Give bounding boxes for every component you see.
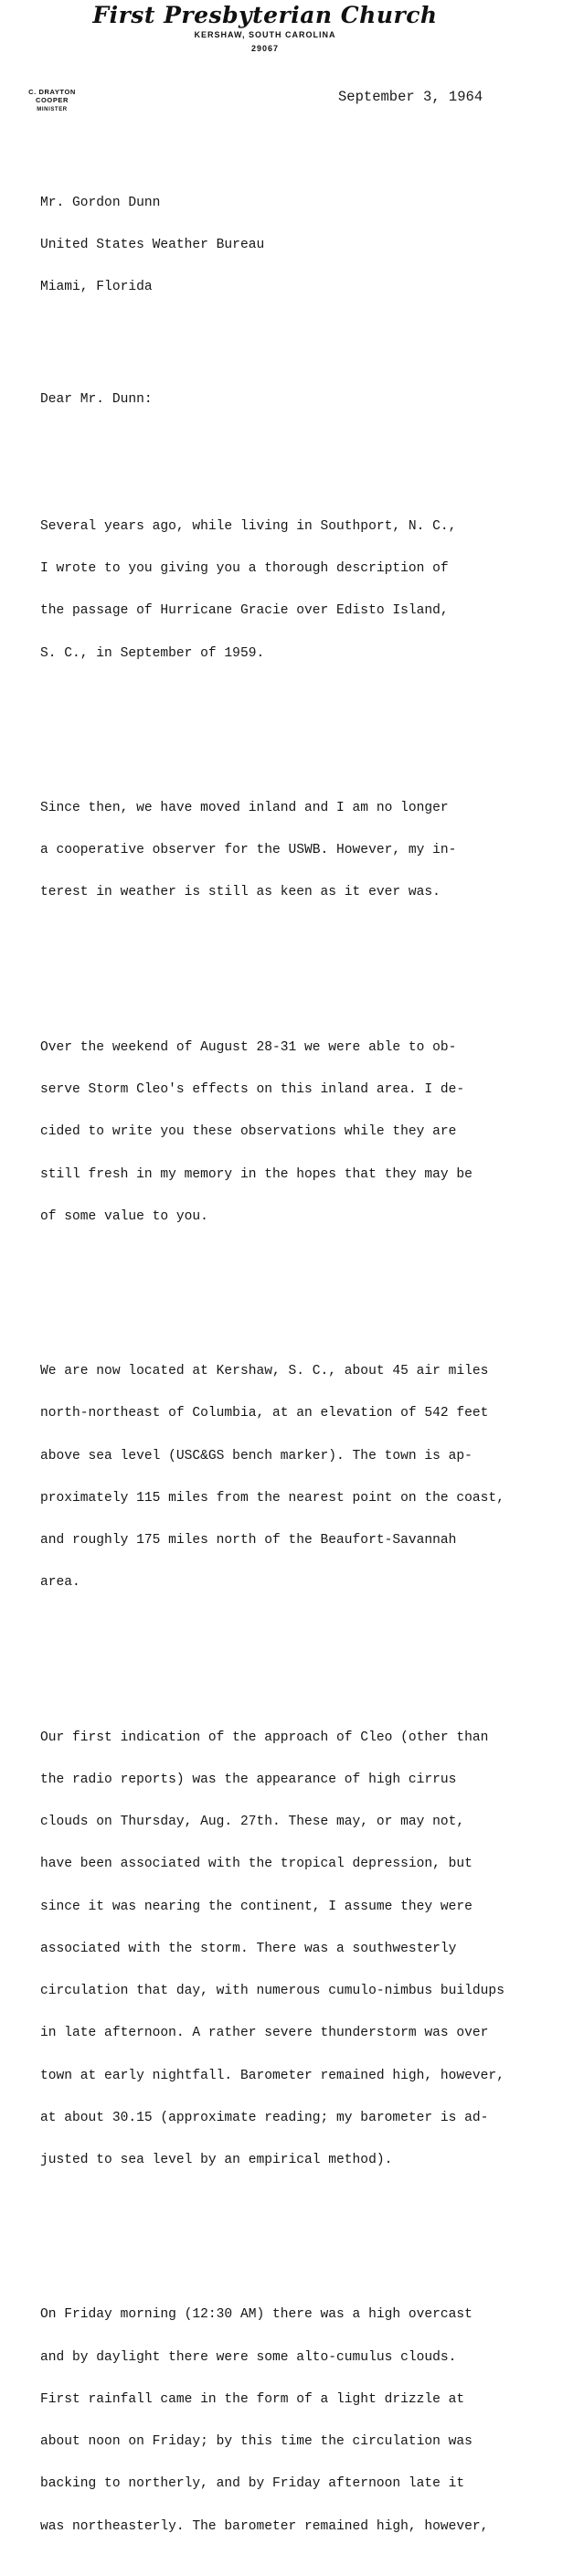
text-line: about noon on Friday; by this time the circulation was bbox=[40, 2434, 473, 2450]
church-zip: 29067 bbox=[250, 44, 280, 53]
paragraph bbox=[40, 1013, 579, 1252]
text-line: area. bbox=[40, 1575, 80, 1591]
minister-block bbox=[11, 88, 93, 112]
text-line: justed to sea level by an empirical method). bbox=[40, 2153, 393, 2167]
paragraph bbox=[40, 1336, 579, 1618]
letterhead bbox=[0, 2, 530, 53]
text-line: of some value to you. bbox=[40, 1208, 208, 1224]
text-line: We are now located at Kershaw, S. C., about 45 air miles bbox=[40, 1364, 489, 1379]
church-city: KERSHAW, SOUTH CAROLINA bbox=[194, 30, 336, 39]
paragraph bbox=[40, 492, 579, 689]
paragraph bbox=[40, 1703, 579, 2196]
text-line: and roughly 175 miles north of the Beaufort-Savannah bbox=[40, 1533, 457, 1549]
text-line: was northeasterly. The barometer remained high, however, bbox=[40, 2518, 489, 2534]
salutation: Dear Mr. Dunn: bbox=[40, 392, 153, 408]
text-line: the passage of Hurricane Gracie over Edisto Island, bbox=[40, 603, 449, 619]
text-line: First rainfall came in the form of a light drizzle at bbox=[40, 2391, 465, 2407]
text-line: the radio reports) was the appearance of high cirrus bbox=[40, 1772, 457, 1788]
text-line: have been associated with the tropical depression, but bbox=[40, 1857, 473, 1872]
text-line: On Friday morning (12:30 AM) there was a high overcast bbox=[40, 2307, 473, 2323]
address-line: United States Weather Bureau bbox=[40, 237, 265, 252]
text-line: S. C., in September of 1959. bbox=[40, 645, 265, 661]
text-line: associated with the storm. There was a southwesterly bbox=[40, 1941, 457, 1956]
text-line: above sea level (USC&GS bench marker). The town is ap- bbox=[40, 1448, 473, 1464]
text-line: a cooperative observer for the USWB. However, my in- bbox=[40, 843, 457, 858]
text-line: Over the weekend of August 28-31 we were able to ob- bbox=[40, 1039, 457, 1055]
text-line: clouds on Thursday, Aug. 27th. These may, or may not, bbox=[40, 1815, 465, 1830]
text-line: cided to write you these observations while they are bbox=[40, 1124, 457, 1140]
letter-body bbox=[40, 140, 579, 2576]
letter-date: September 3, 1964 bbox=[338, 89, 483, 105]
text-line: proximately 115 miles from the nearest point on the coast, bbox=[40, 1490, 504, 1506]
text-line: Our first indication of the approach of Cleo (other than bbox=[40, 1730, 489, 1745]
paragraph bbox=[40, 2281, 579, 2562]
recipient-address bbox=[40, 168, 579, 323]
minister-name: C. DRAYTON COOPER bbox=[28, 88, 76, 104]
minister-title: MINISTER bbox=[37, 107, 68, 112]
paragraph bbox=[40, 773, 579, 928]
text-line: in late afternoon. A rather severe thunderstorm was over bbox=[40, 2026, 489, 2041]
text-line: still fresh in my memory in the hopes that they may be bbox=[40, 1166, 473, 1182]
text-line: terest in weather is still as keen as it ever was. bbox=[40, 885, 441, 900]
text-line: north-northeast of Columbia, at an elevation of 542 feet bbox=[40, 1406, 489, 1421]
text-line: backing to northerly, and by Friday afternoon late it bbox=[40, 2476, 465, 2492]
text-line: and by daylight there were some alto-cumulus clouds. bbox=[40, 2349, 457, 2365]
text-line: serve Storm Cleo's effects on this inland area. I de- bbox=[40, 1082, 465, 1098]
address-line: Mr. Gordon Dunn bbox=[40, 195, 161, 210]
text-line: Since then, we have moved inland and I am no longer bbox=[40, 801, 449, 816]
text-line: I wrote to you giving you a thorough description of bbox=[40, 561, 449, 577]
text-line: at about 30.15 (approximate reading; my barometer is ad- bbox=[40, 2110, 489, 2125]
church-name: First Presbyterian Church bbox=[92, 2, 438, 28]
address-line: Miami, Florida bbox=[40, 280, 153, 295]
text-line: town at early nightfall. Barometer remained high, however, bbox=[40, 2068, 504, 2083]
text-line: since it was nearing the continent, I assume they were bbox=[40, 1899, 473, 1914]
text-line: circulation that day, with numerous cumulo-nimbus buildups bbox=[40, 1984, 504, 1999]
text-line: Several years ago, while living in Southport, N. C., bbox=[40, 518, 457, 534]
